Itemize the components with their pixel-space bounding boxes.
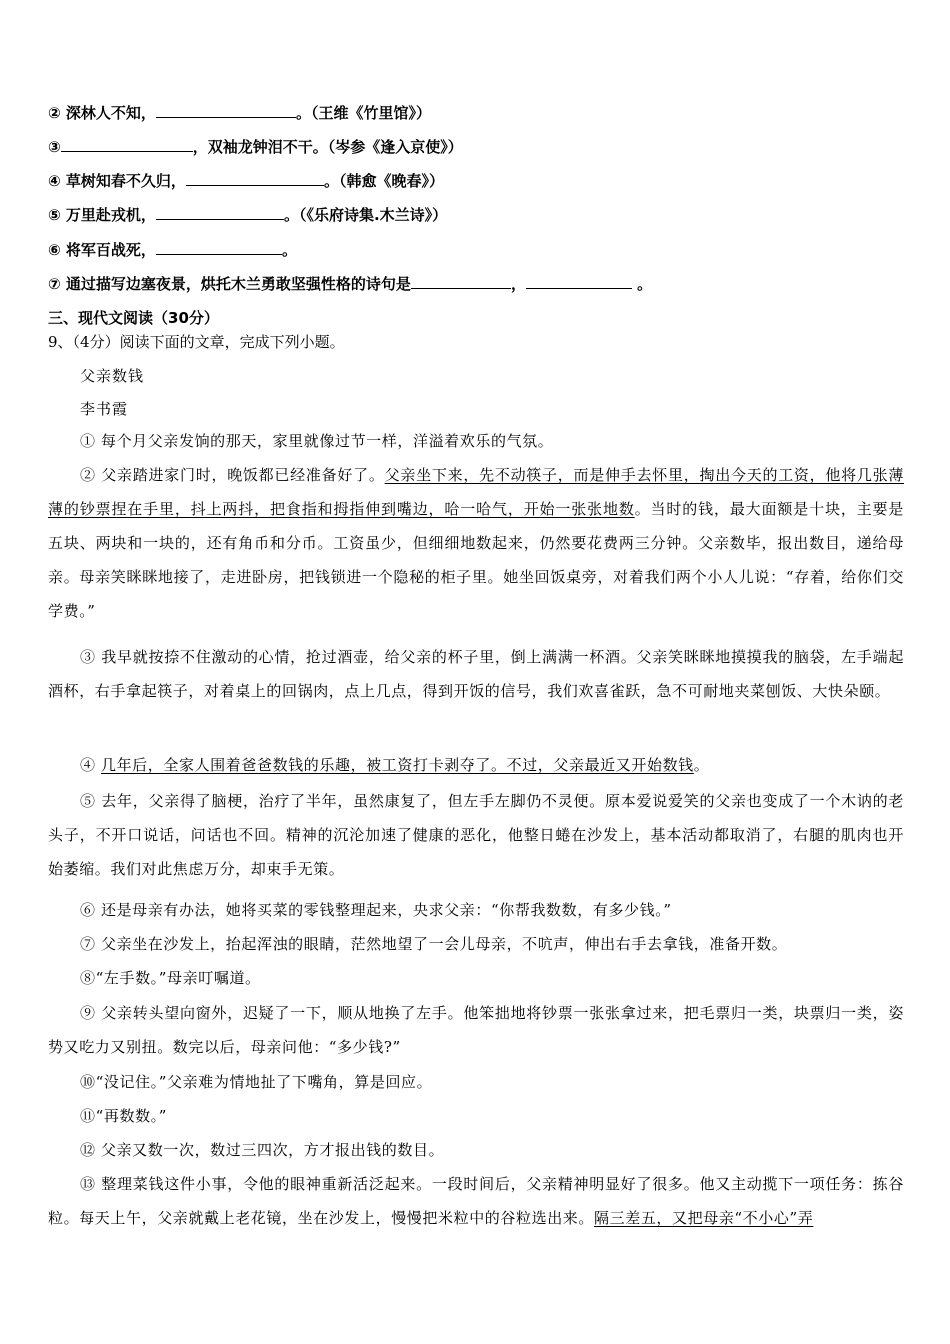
answer-blank[interactable] — [156, 205, 284, 220]
poem-line-7: ⑦ 通过描写边塞夜景，烘托木兰勇敢坚强性格的诗句是 ， 。 — [48, 275, 653, 293]
paragraph-13: ⑬ 整理菜钱这件小事，令他的眼神重新活泛起来。一段时间后，父亲精神明显好了很多。他又主动揽下一项任务：拣谷粒。每天上午，父亲就戴上老花镜，坐在沙发上，慢慢把米粒中的谷粒选出来。隔三差五，又把母亲“不小心”弄 — [48, 1175, 904, 1227]
poem-line-3: ③ ，双袖龙钟泪不干。（岑参《逢入京使》） — [48, 138, 463, 156]
paragraph-2: ② 父亲踏进家门时，晚饭都已经准备好了。父亲坐下来，先不动筷子，而是伸手去怀里，掏出今天的工资，他将几张薄薄的钞票捏在手里，抖上两抖，把食指和拇指伸到嘴边，哈一哈气，开始一张张地数。当时的钱，最大面额是十块，主要是五块、两块和一块的，还有角币和分币。工资虽少，但细细地数起来，仍然要花费两三分钟。父亲数毕，报出数目，递给母亲。母亲笑眯眯地接了，走进卧房，把钱锁进一个隐秘的柜子里。她坐回饭桌旁，对着我们两个小人儿说：“存着，给你们交学费。” — [48, 466, 904, 620]
answer-blank[interactable] — [411, 274, 511, 289]
paragraph-10: ⑩“没记住。”父亲难为情地扯了下嘴角，算是回应。 — [80, 1073, 433, 1091]
answer-blank[interactable] — [61, 137, 193, 152]
poem-line-2: ② 深林人不知， 。（王维《竹里馆》） — [48, 104, 431, 122]
section-title: 三、现代文阅读（30分） — [48, 309, 219, 327]
paragraph-6: ⑥ 还是母亲有办法，她将买菜的零钱整理起来，央求父亲：“你帮我数数，有多少钱。” — [80, 901, 672, 919]
underlined-passage: 父亲坐下来，先不动筷子，而是伸手去怀里，掏出今天的工资，他将几张薄薄的钞票捏在手里，抖上两抖，把食指和拇指伸到嘴边，哈一哈气，开始一张张地数 — [48, 466, 904, 518]
answer-blank[interactable] — [526, 274, 632, 289]
poem-line-6: ⑥ 将军百战死， 。 — [48, 241, 297, 259]
paragraph-7: ⑦ 父亲坐在沙发上，抬起浑浊的眼睛，茫然地望了一会儿母亲，不吭声，伸出右手去拿钱，准备开数。 — [80, 935, 788, 953]
poem-line-5: ⑤ 万里赴戎机， 。（《乐府诗集.木兰诗》） — [48, 206, 448, 224]
paragraph-9: ⑨ 父亲转头望向窗外，迟疑了一下，顺从地换了左手。他笨拙地将钞票一张张拿过来，把毛票归一类，块票归一类，姿势又吃力又别扭。数完以后，母亲问他：“多少钱?” — [48, 1004, 904, 1056]
paragraph-11: ⑪“再数数。” — [80, 1107, 168, 1125]
answer-blank[interactable] — [186, 171, 324, 186]
paragraph-12: ⑫ 父亲又数一次，数过三四次，方才报出钱的数目。 — [80, 1141, 445, 1159]
underlined-passage: 几年后，全家人围着爸爸数钱的乐趣，被工资打卡剥夺了。不过，父亲最近又开始数钱 — [100, 756, 694, 774]
paragraph-8: ⑧“左手数。”母亲叮嘱道。 — [80, 969, 261, 987]
underlined-passage: 隔三差五，又把母亲“不小心”弄 — [594, 1209, 814, 1227]
article-title: 父亲数钱 — [80, 367, 145, 385]
article-author: 李书霞 — [80, 400, 129, 418]
paragraph-1: ① 每个月父亲发饷的那天，家里就像过节一样，洋溢着欢乐的气氛。 — [80, 432, 554, 450]
paragraph-4: ④ 几年后，全家人围着爸爸数钱的乐趣，被工资打卡剥夺了。不过，父亲最近又开始数钱。 — [80, 756, 710, 774]
question-prompt: 9、（4分）阅读下面的文章，完成下列小题。 — [48, 333, 345, 351]
answer-blank[interactable] — [156, 103, 296, 118]
paragraph-3: ③ 我早就按捺不住激动的心情，抢过酒壶，给父亲的杯子里，倒上满满一杯酒。父亲笑眯眯地摸摸我的脑袋，左手端起酒杯，右手拿起筷子，对着桌上的回锅肉，点上几点，得到开饭的信号，我们欢喜雀跃，急不可耐地夹菜刨饭、大快朵颐。 — [48, 648, 904, 700]
answer-blank[interactable] — [156, 240, 282, 255]
poem-line-4: ④ 草树知春不久归， 。（韩愈《晚春》） — [48, 172, 444, 190]
paragraph-5: ⑤ 去年，父亲得了脑梗，治疗了半年，虽然康复了，但左手左脚仍不灵便。原本爱说爱笑的父亲也变成了一个木讷的老头子，不开口说话，问话也不回。精神的沉沦加速了健康的恶化，他整日蜷在沙发上，基本活动都取消了，右腿的肌肉也开始萎缩。我们对此焦虑万分，却束手无策。 — [48, 792, 904, 878]
